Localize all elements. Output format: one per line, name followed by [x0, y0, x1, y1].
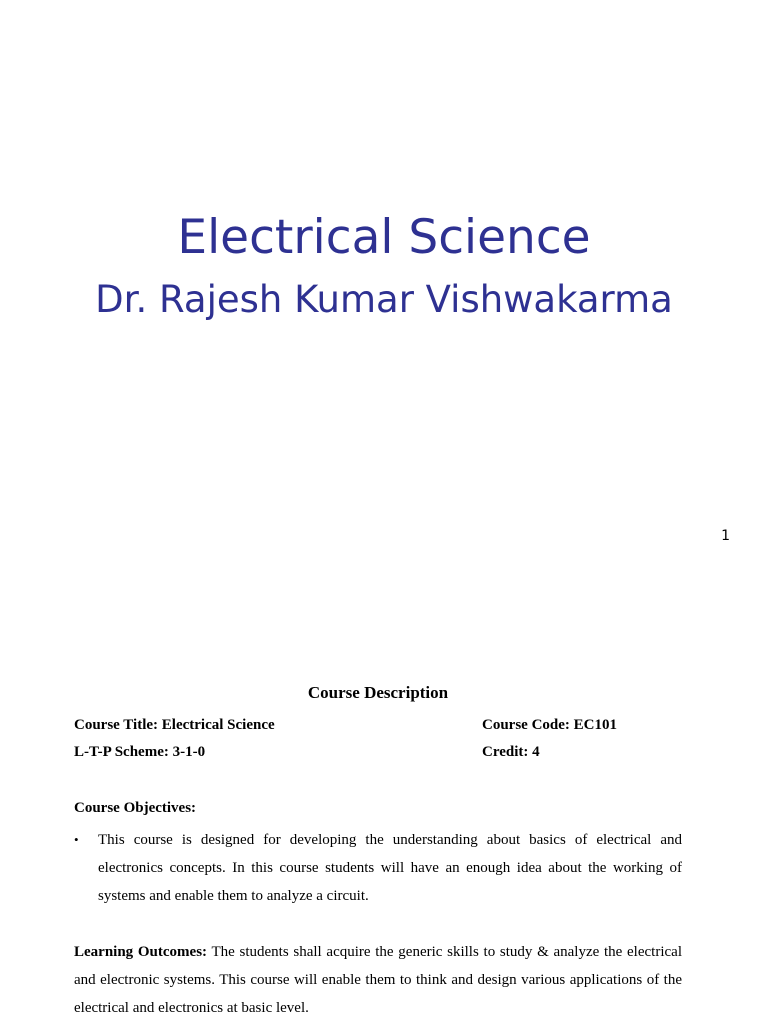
document-title: Electrical Science — [177, 210, 591, 265]
course-objectives-heading: Course Objectives: — [74, 800, 197, 816]
course-title-field: Course Title: Electrical Science — [74, 717, 275, 733]
course-meta-row-2 — [74, 742, 694, 762]
ltp-scheme-field: L-T-P Scheme: 3-1-0 — [74, 744, 206, 760]
page-number: 1 — [721, 528, 730, 544]
learning-outcomes-text: The students shall acquire the generic skills to study & analyze the electrical and electronic systems. This course will enable them to think and design various applications of the electrical and electronics at basic level. — [74, 944, 682, 1016]
learning-outcomes-paragraph — [74, 938, 682, 1022]
bullet-icon: • — [74, 832, 79, 847]
objective-list-item — [74, 826, 682, 910]
course-code-field: Course Code: EC101 — [482, 717, 617, 733]
course-description-heading: Course Description — [307, 683, 449, 702]
objective-text: This course is designed for developing the understanding about basics of electrical and electronics concepts. In this course students will have an enough idea about the working of systems and enable them to analyze a circuit. — [98, 832, 682, 904]
document-author: Dr. Rajesh Kumar Vishwakarma — [95, 278, 673, 321]
course-meta-row-1 — [74, 715, 694, 735]
learning-outcomes-label: Learning Outcomes: — [74, 944, 208, 960]
credit-field: Credit: 4 — [482, 744, 540, 760]
